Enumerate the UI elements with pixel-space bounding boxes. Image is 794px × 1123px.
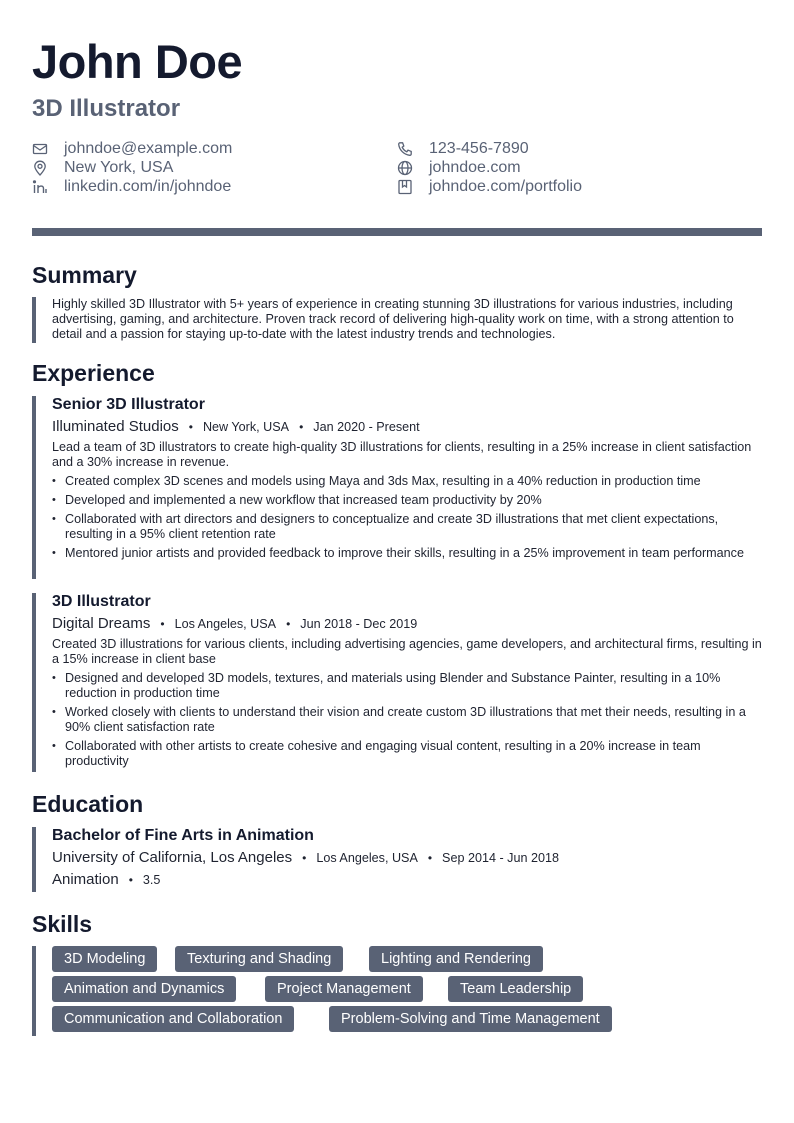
contact-website-text: johndoe.com bbox=[429, 158, 521, 176]
education-field: Animation bbox=[52, 871, 119, 888]
contact-email[interactable] bbox=[32, 139, 232, 158]
candidate-name: John Doe bbox=[32, 35, 243, 88]
separator-dot: • bbox=[302, 851, 307, 865]
skill-tag: Team Leadership bbox=[448, 976, 583, 1002]
list-item: • Designed and developed 3D models, textures, and materials using Blender and Substance Painter, resulting in a 10% reduction in production time bbox=[52, 671, 762, 701]
skill-tag: Communication and Collaboration bbox=[52, 1006, 294, 1032]
contact-location bbox=[32, 158, 173, 177]
job-accent-bar bbox=[32, 396, 36, 579]
phone-icon bbox=[397, 141, 413, 157]
education-accent-bar bbox=[32, 827, 36, 892]
job-dates: Jan 2020 - Present bbox=[313, 420, 420, 434]
education-location: Los Angeles, USA bbox=[316, 851, 418, 865]
skills-accent-bar bbox=[32, 946, 36, 1036]
job-achievements bbox=[52, 671, 762, 773]
list-item: • Created complex 3D scenes and models using Maya and 3ds Max, resulting in a 40% reduction in production time bbox=[52, 474, 762, 489]
skill-tag: Project Management bbox=[265, 976, 423, 1002]
separator-dot: • bbox=[299, 420, 304, 434]
job-title: Senior 3D Illustrator bbox=[52, 396, 205, 413]
contact-linkedin[interactable] bbox=[32, 177, 231, 196]
job-title: 3D Illustrator bbox=[52, 593, 151, 610]
linkedin-icon bbox=[32, 179, 48, 195]
skills-heading: Skills bbox=[32, 911, 93, 937]
education-field-row bbox=[52, 871, 160, 888]
education-degree: Bachelor of Fine Arts in Animation bbox=[52, 827, 314, 844]
separator-dot: • bbox=[188, 420, 193, 434]
separator-dot: • bbox=[128, 873, 133, 887]
globe-icon bbox=[397, 160, 413, 176]
job-meta bbox=[52, 418, 420, 435]
separator-dot: • bbox=[160, 617, 165, 631]
job-achievements bbox=[52, 474, 762, 565]
list-item: • Collaborated with other artists to create cohesive and engaging visual content, resulting in a 20% increase in team productivity bbox=[52, 739, 762, 769]
separator-dot: • bbox=[286, 617, 291, 631]
separator-dot: • bbox=[427, 851, 433, 865]
header-divider bbox=[32, 228, 762, 236]
list-item: • Developed and implemented a new workflow that increased team productivity by 20% bbox=[52, 493, 762, 508]
contact-info bbox=[32, 138, 762, 198]
mail-icon bbox=[32, 141, 48, 157]
experience-heading: Experience bbox=[32, 360, 155, 386]
skill-tag: Problem-Solving and Time Management bbox=[329, 1006, 612, 1032]
skill-tag: 3D Modeling bbox=[52, 946, 157, 972]
job-location: New York, USA bbox=[202, 420, 290, 434]
education-gpa: 3.5 bbox=[142, 873, 161, 887]
job-dates: Jun 2018 - Dec 2019 bbox=[300, 617, 418, 631]
contact-phone[interactable] bbox=[397, 139, 529, 158]
education-school: University of California, Los Angeles bbox=[52, 849, 293, 866]
education-heading: Education bbox=[32, 791, 144, 817]
contact-website[interactable] bbox=[397, 158, 521, 177]
contact-linkedin-text: linkedin.com/in/johndoe bbox=[64, 177, 232, 195]
skill-tag: Animation and Dynamics bbox=[52, 976, 236, 1002]
list-item: • Mentored junior artists and provided feedback to improve their skills, resulting in a 25% improvement in team performance bbox=[52, 546, 762, 561]
education-dates: Sep 2014 - Jun 2018 bbox=[442, 851, 559, 865]
skill-tag: Lighting and Rendering bbox=[369, 946, 543, 972]
job-meta bbox=[52, 615, 417, 632]
list-item: • Worked closely with clients to understand their vision and create custom 3D illustrations that met their needs, resulting in a 90% client satisfaction rate bbox=[52, 705, 762, 735]
skill-tag: Texturing and Shading bbox=[175, 946, 343, 972]
job-description: Created 3D illustrations for various clients, including advertising agencies, game developers, and architectural firms, resulting in a 15% increase in client base bbox=[52, 637, 762, 666]
contact-portfolio-text: johndoe.com/portfolio bbox=[429, 177, 582, 195]
location-icon bbox=[32, 160, 48, 176]
job-accent-bar bbox=[32, 593, 36, 772]
job-company: Digital Dreams bbox=[52, 615, 151, 632]
candidate-title: 3D Illustrator bbox=[32, 95, 181, 122]
summary-heading: Summary bbox=[32, 262, 137, 288]
contact-email-text: johndoe@example.com bbox=[64, 139, 233, 157]
job-description: Lead a team of 3D illustrators to create high-quality 3D illustrations for clients, resulting in a 25% increase in client satisfaction and a 30% increase in revenue. bbox=[52, 440, 752, 469]
education-meta bbox=[52, 849, 559, 866]
contact-location-text: New York, USA bbox=[64, 158, 174, 176]
job-location: Los Angeles, USA bbox=[174, 617, 277, 631]
skills-list bbox=[52, 946, 762, 1036]
summary-text: Highly skilled 3D Illustrator with 5+ years of experience in creating stunning 3D illustrations for various industries, including advertising, gaming, and architecture. Proven track record of delivering high-quality work on time, with a strong attention to detail and a passion for staying up-to-date with the latest industry trends and technologies. bbox=[52, 297, 734, 341]
list-item: • Collaborated with art directors and designers to conceptualize and create 3D illustrations that met client expectations, resulting in a 95% client retention rate bbox=[52, 512, 762, 542]
summary-accent-bar bbox=[32, 297, 36, 343]
contact-phone-text: 123-456-7890 bbox=[429, 139, 529, 157]
contact-portfolio[interactable] bbox=[397, 177, 582, 196]
job-company: Illuminated Studios bbox=[52, 418, 179, 435]
portfolio-icon bbox=[397, 179, 413, 195]
